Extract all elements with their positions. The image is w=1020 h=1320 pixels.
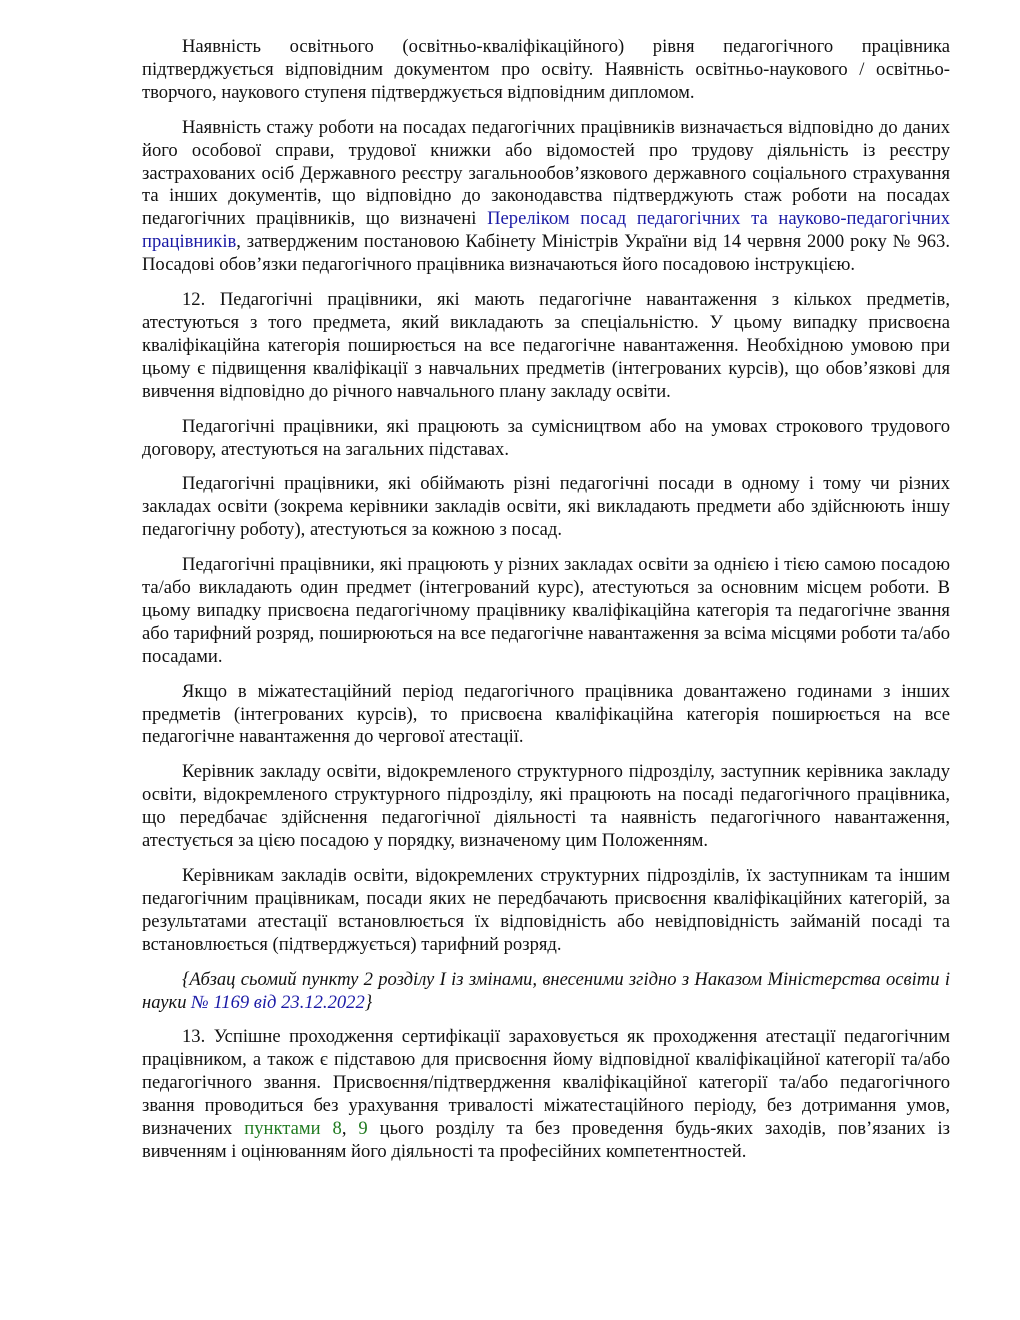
paragraph-multiple-positions xyxy=(142,473,950,542)
paragraph-different-institutions xyxy=(142,554,950,669)
paragraph-text: цього розділу та без проведення будь-яких заходів, пов’язаних із вивченням і оцінюванням його діяльності та професійних компетентностей. xyxy=(142,1118,950,1162)
paragraph-item-13 xyxy=(142,1026,950,1163)
paragraph-part-time xyxy=(142,416,950,462)
paragraph-text: Наявність освітнього (освітньо-кваліфікаційного) рівня педагогічного працівника підтверджується відповідним документом про освіту. Наявність освітньо-наукового / освітньо-творчого, наукового ступеня підтверджується відповідним дипломом. xyxy=(142,36,950,103)
paragraph-text: Керівникам закладів освіти, відокремлених структурних підрозділів, їх заступникам та іншим педагогічним працівникам, посади яких не передбачають присвоєння кваліфікаційних категорій, за результатами атестації встановлюється їх відповідність або невідповідність займаній посаді та встановлюється (підтверджується) тарифний розряд. xyxy=(142,865,950,955)
paragraph-work-experience xyxy=(142,117,950,277)
paragraph-education-level xyxy=(142,36,950,105)
paragraph-additional-hours xyxy=(142,681,950,750)
paragraph-text: Якщо в міжатестаційний період педагогічного працівника довантажено годинами з інших предметів (інтегрованих курсів), то присвоєна кваліфікаційна категорія поширюється на все педагогічне навантаження до чергової атестації. xyxy=(142,680,950,748)
paragraph-amendment-note xyxy=(142,969,950,1015)
order-1169-link[interactable]: № 1169 від 23.12.2022 xyxy=(191,991,365,1013)
paragraph-text: 12. Педагогічні працівники, які мають педагогічне навантаження з кількох предметів, атестуються з того предмета, який викладають за спеціальністю. У цьому випадку присвоєна кваліфікаційна категорія поширюється на все педагогічне навантаження. Необхідною умовою при цьому є підвищення кваліфікації з навчальних предметів (інтегрованих курсів), що обов’язкові для вивчення відповідно до річного навчального плану закладу освіти. xyxy=(142,289,950,402)
paragraph-text: , xyxy=(341,1118,359,1140)
item-9-link[interactable]: 9 xyxy=(358,1118,368,1140)
paragraph-text: 13. Успішне проходження сертифікації зараховується як проходження атестації педагогічним працівником, а також є підставою для присвоєння йому відповідної кваліфікаційної категорії та/або педагогічного звання. Присвоєння/підтвердження кваліфікаційної категорії та/або педагогічного звання проводиться без урахування тривалості міжатестаційного періоду, без дотримання умов, визначених xyxy=(142,1026,950,1140)
paragraph-head-of-institution xyxy=(142,761,950,853)
paragraph-text: Педагогічні працівники, які працюють у різних закладах освіти за однією і тією самою посадою та/або викладають один предмет (інтегрований курс), атестуються за основним місцем роботи. В цьому випадку присвоєна педагогічному працівнику кваліфікаційна категорія та педагогічне звання або тарифний розряд, поширюються на все педагогічне навантаження за всіма місцями роботи та/або посадами. xyxy=(142,554,950,667)
paragraph-text: Наявність стажу роботи на посадах педагогічних працівників визначається відповідно до даних його особової справи, трудової книжки або відомостей про трудову діяльність із реєстру застрахованих осіб Державного реєстру загальнообов’язкового державного соціального страхування та інших документів, що відповідно до законодавства підтверджують стаж роботи на посадах педагогічних працівників, що визначені xyxy=(142,116,950,230)
paragraph-text: Педагогічні працівники, які обіймають різні педагогічні посади в одному і тому чи різних закладах освіти (зокрема керівники закладів освіти, які викладають предмети або здійснюють іншу педагогічну роботу), атестуються за кожною з посад. xyxy=(142,473,950,541)
paragraph-text: Керівник закладу освіти, відокремленого структурного підрозділу, заступник керівника закладу освіти, відокремленого структурного підрозділу, які працюють на посаді педагогічного працівника, що передбачає здійснення педагогічної діяльності та наявність педагогічного навантаження, атестується за цією посадою у порядку, визначеному цим Положенням. xyxy=(142,761,950,852)
positions-list-link[interactable]: Переліком посад педагогічних та науково-педагогічних працівників xyxy=(142,208,950,253)
paragraph-heads-without-category xyxy=(142,865,950,957)
paragraph-text: {Абзац сьомий пункту 2 розділу I із змінами, внесеними згідно з Наказом Міністерства освіти і науки xyxy=(142,968,950,1013)
item-8-link[interactable]: пунктами 8 xyxy=(244,1118,342,1140)
paragraph-item-12 xyxy=(142,289,950,404)
paragraph-text: } xyxy=(364,991,373,1013)
paragraph-text: , затвердженим постановою Кабінету Міністрів України від 14 червня 2000 року № 963. Посадові обов’язки педагогічного працівника визначаються його посадовою інструкцією. xyxy=(142,231,950,276)
paragraph-text: Педагогічні працівники, які працюють за сумісництвом або на умовах строкового трудового договору, атестуються на загальних підставах. xyxy=(142,415,950,460)
